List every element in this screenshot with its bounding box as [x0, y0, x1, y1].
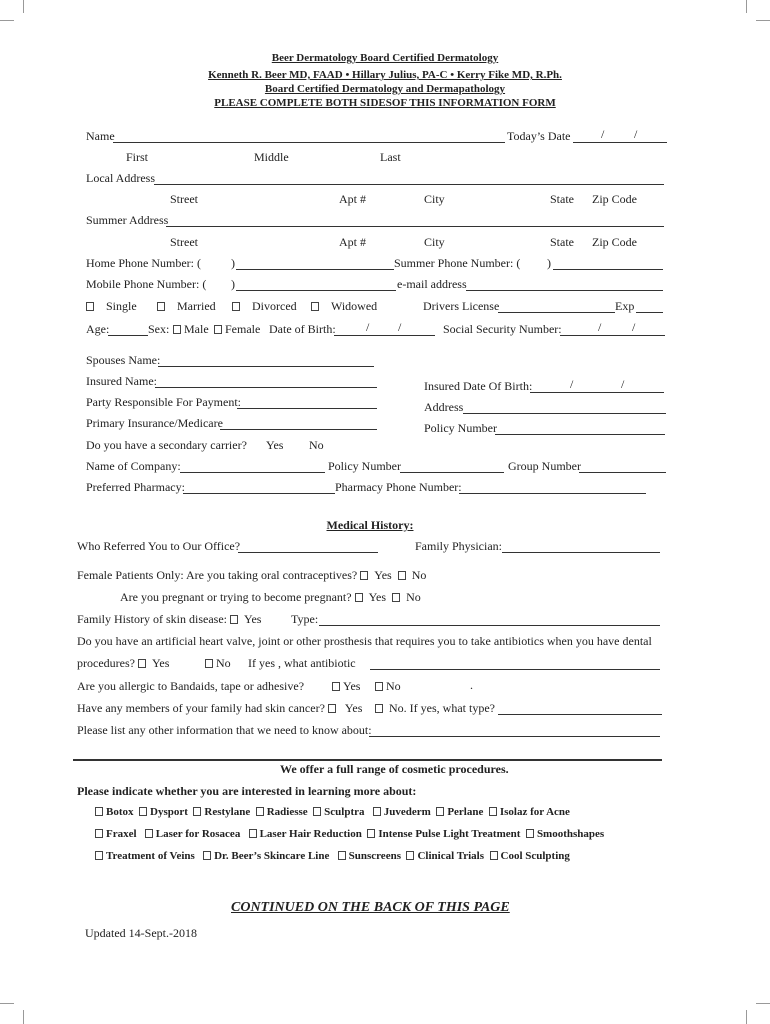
home-phone-field[interactable] — [236, 269, 394, 270]
cosmetic-row-1 — [95, 806, 570, 818]
last-name-caption: Last — [380, 150, 401, 164]
option-label: Laser Hair Reduction — [259, 828, 362, 840]
city-caption: City — [424, 235, 445, 249]
crop-mark — [756, 1003, 770, 1004]
family-physician-field[interactable] — [502, 552, 660, 553]
pregnant-label: Are you pregnant or trying to become pregnant? — [120, 590, 352, 604]
no-label: No — [216, 656, 231, 670]
checkbox-icon[interactable] — [95, 829, 103, 838]
option-label: Dysport — [150, 806, 188, 818]
cosmetic-option[interactable] — [256, 806, 308, 818]
cosmetic-option[interactable] — [338, 850, 401, 862]
contraceptives-label: Female Patients Only: Are you taking oral contraceptives? — [77, 568, 358, 582]
option-label: Laser for Rosacea — [155, 828, 241, 840]
cosmetic-option[interactable] — [526, 828, 604, 840]
checkbox-icon[interactable] — [360, 571, 368, 580]
summer-phone-paren: ) — [547, 256, 551, 270]
primary-insurance-field[interactable] — [220, 429, 377, 430]
continued-notice: CONTINUED ON THE BACK OF THIS PAGE — [231, 900, 510, 915]
type-label: Type: — [291, 612, 319, 626]
physicians: Kenneth R. Beer MD, FAAD • Hillary Julius, PA-C • Kerry Fike MD, R.Ph. — [208, 69, 562, 81]
street-caption: Street — [170, 192, 198, 206]
practice-name: Beer Dermatology Board Certified Dermatology — [271, 52, 499, 64]
exp-label: Exp — [615, 299, 635, 313]
updated-date: Updated 14-Sept.-2018 — [85, 926, 197, 940]
checkbox-icon[interactable] — [173, 325, 181, 334]
name-field[interactable] — [113, 142, 505, 143]
cosmetic-option[interactable] — [193, 806, 250, 818]
option-label: Sunscreens — [348, 850, 401, 862]
home-phone-label: Home Phone Number: ( — [86, 256, 201, 270]
no-label: No — [411, 568, 427, 582]
street-caption: Street — [170, 235, 198, 249]
insured-dob-field[interactable] — [530, 392, 664, 393]
skin-cancer-type-field[interactable] — [498, 714, 662, 715]
option-label: Isolaz for Acne — [499, 806, 570, 818]
female-label: Female — [225, 322, 261, 336]
checkbox-icon[interactable] — [490, 851, 498, 860]
state-caption: State — [550, 235, 574, 249]
crop-mark — [746, 0, 747, 13]
group-number-field[interactable] — [579, 472, 666, 473]
dob-field[interactable] — [334, 335, 435, 336]
todays-date-field[interactable] — [573, 142, 667, 143]
option-label: Cool Sculpting — [500, 850, 570, 862]
spouses-name-label: Spouses Name: — [86, 353, 161, 367]
yes-label: Yes — [244, 612, 262, 626]
ssn-separator: / — [598, 320, 602, 334]
yes-label: Yes — [344, 701, 363, 715]
crop-mark — [0, 20, 14, 21]
checkbox-icon[interactable] — [373, 807, 381, 816]
checkbox-icon[interactable] — [230, 615, 238, 624]
pharmacy-phone-field[interactable] — [459, 493, 646, 494]
summer-address-label: Summer Address — [86, 213, 169, 227]
crop-mark — [0, 1003, 14, 1004]
allergic-no[interactable] — [375, 679, 401, 694]
email-field[interactable] — [466, 290, 663, 291]
cosmetic-row-3 — [95, 850, 570, 862]
zip-caption: Zip Code — [592, 192, 637, 206]
male-label: Male — [184, 322, 209, 336]
option-label: Juvederm — [383, 806, 431, 818]
checkbox-icon[interactable] — [145, 829, 153, 838]
primary-insurance-label: Primary Insurance/Medicare — [86, 416, 223, 430]
option-label: Perlane — [447, 806, 484, 818]
summer-phone-field[interactable] — [553, 269, 663, 270]
policy-number-field[interactable] — [495, 434, 665, 435]
skin-cancer-no[interactable] — [375, 701, 495, 716]
checkbox-icon[interactable] — [249, 829, 257, 838]
secondary-no[interactable]: No — [309, 438, 324, 452]
stray-dot: . — [470, 678, 473, 692]
middle-name-caption: Middle — [254, 150, 289, 164]
pharmacy-field[interactable] — [183, 493, 335, 494]
checkbox-icon[interactable] — [256, 807, 264, 816]
name-label: Name — [86, 129, 115, 143]
crop-mark — [23, 0, 24, 13]
home-phone-paren: ) — [231, 256, 235, 270]
certification: Board Certified Dermatology and Dermapathology — [264, 83, 506, 95]
option-label: Dr. Beer’s Skincare Line — [214, 850, 330, 862]
checkbox-icon[interactable] — [139, 807, 147, 816]
cosmetic-option[interactable] — [490, 850, 570, 862]
option-label: Clinical Trials — [417, 850, 484, 862]
antibiotic-label: If yes , what antibiotic — [248, 656, 356, 670]
cosmetic-option[interactable] — [145, 828, 241, 840]
pharmacy-label: Preferred Pharmacy: — [86, 480, 185, 494]
drivers-license-label: Drivers License — [423, 299, 500, 313]
checkbox-icon[interactable] — [205, 659, 213, 668]
group-number-label: Group Number — [508, 459, 581, 473]
contraceptives-question[interactable] — [77, 568, 426, 583]
checkbox-icon[interactable] — [367, 829, 375, 838]
cosmetic-option[interactable] — [139, 806, 188, 818]
secondary-yes[interactable]: Yes — [266, 438, 284, 452]
checkbox-icon[interactable] — [157, 302, 165, 311]
family-skin-label: Family History of skin disease: — [77, 612, 227, 626]
exp-field[interactable] — [636, 312, 663, 313]
cosmetic-option[interactable] — [95, 828, 137, 840]
ssn-label: Social Security Number: — [443, 322, 562, 336]
checkbox-icon[interactable] — [203, 851, 211, 860]
family-skin-question[interactable] — [77, 612, 261, 627]
no-label: No — [386, 679, 401, 693]
checkbox-icon[interactable] — [138, 659, 146, 668]
crop-mark — [756, 20, 770, 21]
checkbox-icon[interactable] — [398, 571, 406, 580]
yes-label: Yes — [343, 679, 361, 693]
sex-male[interactable] — [173, 322, 209, 337]
insured-address-label: Address — [424, 400, 464, 414]
date-separator: / — [621, 377, 625, 391]
option-label: Treatment of Veins — [106, 850, 195, 862]
age-field[interactable] — [108, 335, 148, 336]
marital-married[interactable] — [157, 299, 216, 314]
email-label: e-mail address — [397, 277, 467, 291]
checkbox-icon[interactable] — [489, 807, 497, 816]
option-label: Radiesse — [266, 806, 308, 818]
checkbox-icon[interactable] — [375, 682, 383, 691]
summer-address-field[interactable] — [166, 226, 664, 227]
sex-label: Sex: — [148, 322, 170, 336]
checkbox-icon[interactable] — [406, 851, 414, 860]
married-label: Married — [177, 299, 216, 313]
cosmetic-option[interactable] — [436, 806, 483, 818]
skin-cancer-label: Have any members of your family had skin cancer? — [77, 701, 325, 715]
company-field[interactable] — [180, 472, 325, 473]
antibiotic-field[interactable] — [370, 669, 660, 670]
date-separator: / — [570, 377, 574, 391]
insured-address-field[interactable] — [463, 413, 666, 414]
crop-mark — [746, 1010, 747, 1024]
single-label: Single — [106, 299, 137, 313]
allergic-yes[interactable] — [332, 679, 360, 694]
cosmetic-option[interactable] — [406, 850, 484, 862]
checkbox-icon[interactable] — [355, 593, 363, 602]
divorced-label: Divorced — [252, 299, 297, 313]
cosmetic-row-2 — [95, 828, 604, 840]
pregnant-question[interactable] — [120, 590, 421, 605]
other-info-label: Please list any other information that we need to know about: — [77, 723, 372, 737]
checkbox-icon[interactable] — [313, 807, 321, 816]
medical-history-title: Medical History: — [326, 518, 414, 532]
checkbox-icon[interactable] — [86, 302, 94, 311]
cosmetic-option[interactable] — [367, 828, 520, 840]
yes-label: Yes — [374, 568, 392, 582]
cosmetic-option[interactable] — [373, 806, 431, 818]
marital-divorced[interactable] — [232, 299, 297, 314]
option-label: Smoothshapes — [536, 828, 605, 840]
no-label: No — [406, 590, 421, 604]
other-info-field[interactable] — [369, 736, 660, 737]
insured-name-label: Insured Name: — [86, 374, 157, 388]
cosmetic-option[interactable] — [95, 806, 134, 818]
spouses-name-field[interactable] — [158, 366, 374, 367]
skin-cancer-question[interactable] — [77, 701, 362, 716]
local-address-field[interactable] — [154, 184, 664, 185]
referred-field[interactable] — [238, 552, 378, 553]
option-label: Intense Pulse Light Treatment — [378, 828, 521, 840]
option-label: Fraxel — [106, 828, 137, 840]
option-label: Botox — [106, 806, 134, 818]
valve-question: Do you have an artificial heart valve, joint or other prosthesis that requires you to take antibiotics when you have dental — [77, 634, 652, 648]
checkbox-icon[interactable] — [311, 302, 319, 311]
cosmetic-title: We offer a full range of cosmetic procedures. — [280, 762, 509, 776]
type-field[interactable] — [319, 625, 660, 626]
ssn-separator: / — [632, 320, 636, 334]
date-separator: / — [398, 320, 402, 334]
sex-female[interactable] — [214, 322, 260, 337]
zip-caption: Zip Code — [592, 235, 637, 249]
drivers-license-field[interactable] — [498, 312, 615, 313]
checkbox-icon[interactable] — [95, 851, 103, 860]
cosmetic-option[interactable] — [249, 828, 362, 840]
party-responsible-label: Party Responsible For Payment: — [86, 395, 241, 409]
checkbox-icon[interactable] — [338, 851, 346, 860]
checkbox-icon[interactable] — [214, 325, 222, 334]
summer-phone-label: Summer Phone Number: ( — [394, 256, 521, 270]
checkbox-icon[interactable] — [526, 829, 534, 838]
age-label: Age: — [86, 322, 110, 336]
cosmetic-prompt: Please indicate whether you are interested in learning more about: — [77, 784, 417, 798]
policy-number2-field[interactable] — [400, 472, 504, 473]
cosmetic-option[interactable] — [203, 850, 329, 862]
checkbox-icon[interactable] — [193, 807, 201, 816]
company-label: Name of Company: — [86, 459, 181, 473]
date-separator: / — [634, 127, 638, 141]
cosmetic-option[interactable] — [489, 806, 570, 818]
first-name-caption: First — [126, 150, 149, 164]
party-responsible-field[interactable] — [237, 408, 377, 409]
secondary-carrier-question: Do you have a secondary carrier? — [86, 438, 247, 452]
checkbox-icon[interactable] — [232, 302, 240, 311]
procedures-no[interactable] — [205, 656, 231, 671]
apt-caption: Apt # — [339, 192, 366, 206]
cosmetic-option[interactable] — [313, 806, 364, 818]
family-physician-label: Family Physician: — [415, 539, 502, 553]
marital-single[interactable] — [86, 299, 137, 314]
date-separator: / — [601, 127, 605, 141]
section-divider — [73, 759, 662, 761]
yes-label: Yes — [151, 656, 170, 670]
todays-date-label: Today’s Date — [507, 129, 571, 143]
local-address-label: Local Address — [86, 171, 155, 185]
procedures-question[interactable] — [77, 656, 169, 671]
insured-dob-label: Insured Date Of Birth: — [424, 379, 533, 393]
marital-widowed[interactable] — [311, 299, 377, 314]
checkbox-icon[interactable] — [328, 704, 336, 713]
mobile-phone-field[interactable] — [236, 290, 396, 291]
checkbox-icon[interactable] — [392, 593, 400, 602]
insured-name-field[interactable] — [155, 387, 377, 388]
crop-mark — [23, 1010, 24, 1024]
procedures-label: procedures? — [77, 656, 135, 670]
checkbox-icon[interactable] — [375, 704, 383, 713]
policy-number-label: Policy Number — [424, 421, 497, 435]
state-caption: State — [550, 192, 574, 206]
widowed-label: Widowed — [331, 299, 378, 313]
checkbox-icon[interactable] — [436, 807, 444, 816]
dob-label: Date of Birth: — [269, 322, 336, 336]
yes-label: Yes — [368, 590, 387, 604]
option-label: Sculptra — [324, 806, 365, 818]
date-separator: / — [366, 320, 370, 334]
mobile-phone-label: Mobile Phone Number: ( — [86, 277, 207, 291]
skin-cancer-type-label: No. If yes, what type? — [389, 701, 495, 715]
apt-caption: Apt # — [339, 235, 366, 249]
option-label: Restylane — [204, 806, 251, 818]
city-caption: City — [424, 192, 445, 206]
cosmetic-option[interactable] — [95, 850, 195, 862]
pharmacy-phone-label: Pharmacy Phone Number: — [335, 480, 462, 494]
ssn-field[interactable] — [560, 335, 665, 336]
referred-label: Who Referred You to Our Office? — [77, 539, 241, 553]
mobile-phone-paren: ) — [231, 277, 235, 291]
policy-number2-label: Policy Number — [328, 459, 401, 473]
allergic-question: Are you allergic to Bandaids, tape or adhesive? — [77, 679, 305, 693]
form-instruction: PLEASE COMPLETE BOTH SIDESOF THIS INFORMATION FORM — [214, 97, 556, 109]
checkbox-icon[interactable] — [95, 807, 103, 816]
checkbox-icon[interactable] — [332, 682, 340, 691]
